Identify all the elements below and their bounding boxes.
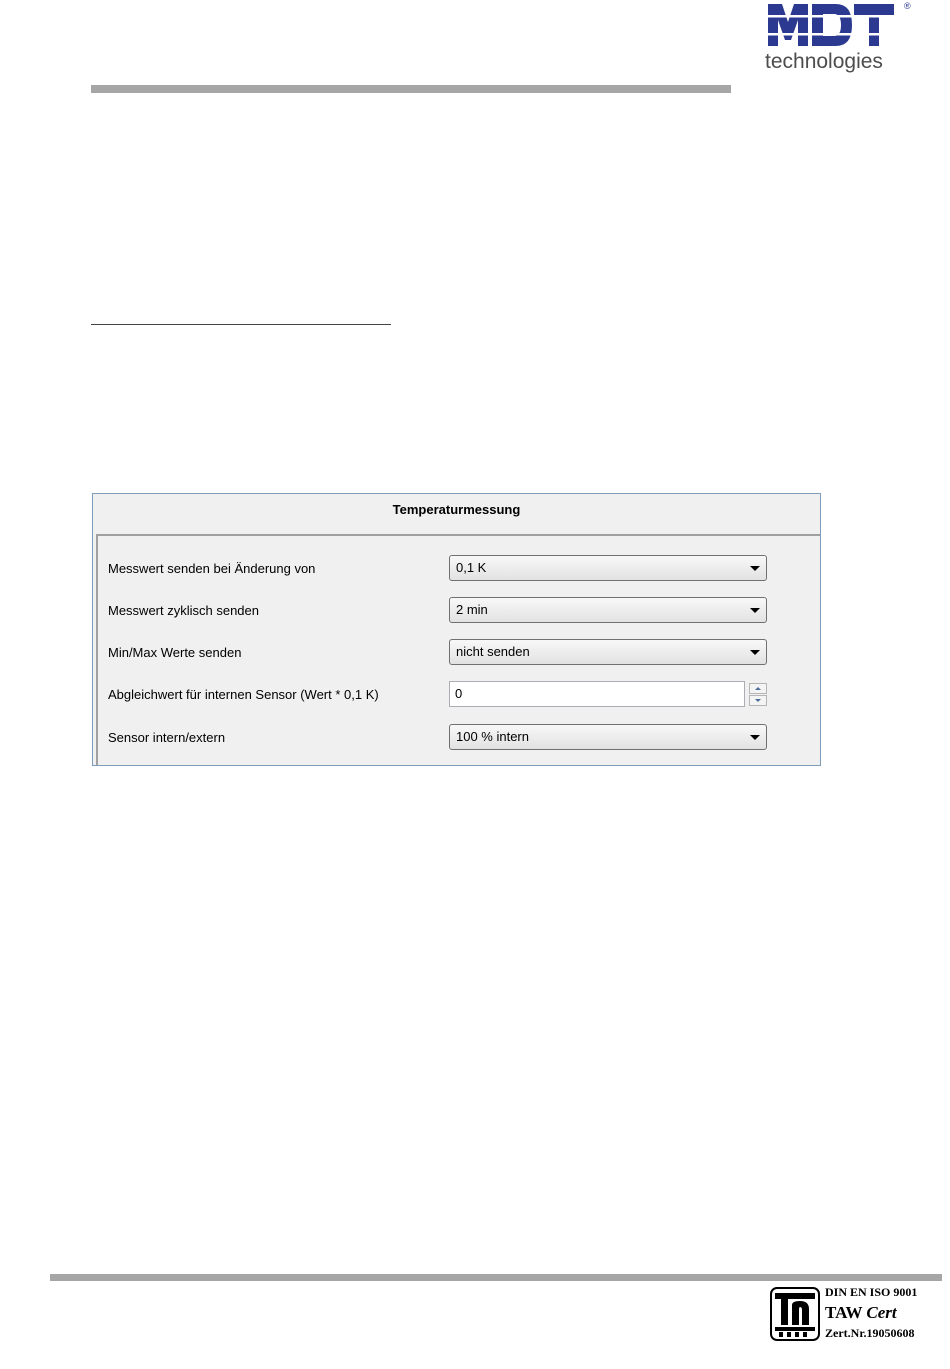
minmax-dropdown[interactable] xyxy=(449,639,767,665)
param-label: Min/Max Werte senden xyxy=(108,645,242,660)
dropdown-value: 100 % intern xyxy=(456,729,529,744)
spin-down-button[interactable] xyxy=(749,695,767,706)
calibration-input[interactable] xyxy=(449,681,745,707)
param-row-sensor-source xyxy=(98,724,820,752)
chevron-down-icon xyxy=(750,735,760,740)
chevron-down-icon xyxy=(750,608,760,613)
param-label: Messwert zyklisch senden xyxy=(108,603,259,618)
panel-title: Temperaturmessung xyxy=(392,502,521,517)
dropdown-value: 2 min xyxy=(456,602,488,617)
param-row-cyclic-send xyxy=(98,597,820,625)
header-rule xyxy=(91,85,731,93)
change-threshold-dropdown[interactable] xyxy=(449,555,767,581)
param-row-calibration xyxy=(98,681,820,709)
footer-rule xyxy=(50,1274,942,1281)
chevron-down-icon xyxy=(750,566,760,571)
registered-mark: ® xyxy=(904,1,911,11)
heading-underline xyxy=(91,324,391,325)
chevron-down-icon xyxy=(755,699,761,702)
dropdown-value: nicht senden xyxy=(456,644,530,659)
mdt-logo-mark xyxy=(766,0,896,50)
cert-number: Zert.Nr.19050608 xyxy=(825,1326,915,1340)
sensor-source-dropdown[interactable] xyxy=(449,724,767,750)
cert-name-a: TAW xyxy=(825,1303,863,1322)
param-label: Sensor intern/extern xyxy=(108,730,226,745)
param-label: Abgleichwert für internen Sensor (Wert * 0,1 K) xyxy=(108,687,379,702)
logo-subtitle: technologies xyxy=(765,50,883,73)
cyclic-send-dropdown[interactable] xyxy=(449,597,767,623)
parameter-panel xyxy=(92,493,821,766)
cert-name xyxy=(825,1303,897,1323)
input-value: 0 xyxy=(455,686,463,701)
dropdown-value: 0,1 K xyxy=(456,560,487,575)
param-row-change-threshold xyxy=(98,555,820,583)
cert-standard: DIN EN ISO 9001 xyxy=(825,1285,918,1299)
spin-up-button[interactable] xyxy=(749,683,767,694)
param-label: Messwert senden bei Änderung von xyxy=(108,561,316,576)
chevron-up-icon xyxy=(755,687,761,690)
cert-name-b: Cert xyxy=(866,1303,897,1322)
taw-cert-logo xyxy=(770,1287,820,1341)
chevron-down-icon xyxy=(750,650,760,655)
panel-body xyxy=(96,534,820,765)
param-row-minmax xyxy=(98,639,820,667)
